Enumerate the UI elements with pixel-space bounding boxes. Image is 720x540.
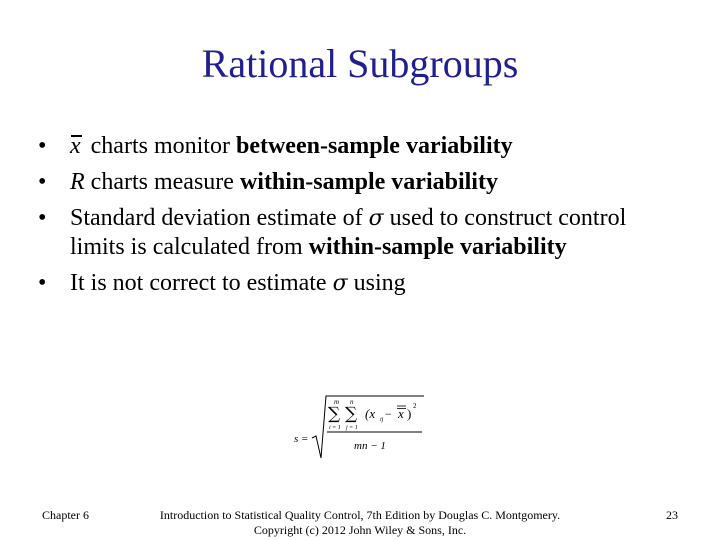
bullet-dot: • (38, 169, 47, 195)
bullet-text: It is not correct to estimate (70, 270, 333, 296)
footer-chapter: Chapter 6 (42, 508, 89, 522)
bullet-text-continued: using (347, 270, 406, 296)
x-bar-symbol: x (70, 133, 81, 159)
sum-lower-limit: j = 1 (346, 425, 358, 431)
footer-copyright (150, 508, 570, 538)
sigma-symbol: σ (332, 271, 348, 296)
formula-subscript: ij (380, 417, 384, 423)
bullet-dot: • (38, 205, 47, 231)
bullet-bold-text: within-sample variability (308, 234, 567, 260)
footer-title-line: Introduction to Statistical Quality Control, 7th Edition by Douglas C. Montgomery. (159, 508, 561, 522)
grand-mean-symbol: x (398, 406, 404, 421)
bullet-dot: • (38, 270, 47, 296)
summation-sign: ∑ (345, 404, 358, 424)
summation-sign: ∑ (328, 404, 341, 424)
bullet-not-correct (34, 269, 674, 298)
slide-title: Rational Subgroups (201, 41, 519, 86)
footer-copyright-line: Copyright (c) 2012 John Wiley & Sons, Inc. (253, 523, 467, 537)
bullet-list (34, 132, 674, 306)
page-number: 23 (666, 508, 678, 522)
sum-upper-limit: n (350, 398, 354, 406)
bullet-text: Standard deviation estimate of (70, 205, 369, 231)
r-symbol: R (70, 169, 85, 195)
formula-lhs: s = (294, 433, 309, 445)
bullet-text-continued: used to construct control limits is calculated from (70, 205, 627, 260)
formula-close: ) (407, 406, 412, 421)
formula-term: (x (365, 406, 376, 421)
formula-minus: − (385, 407, 392, 421)
bullet-bold-text: between-sample variability (235, 133, 513, 159)
bullet-bold-text: within-sample variability (239, 169, 498, 195)
sigma-symbol: σ (368, 206, 384, 231)
bullet-dot: • (38, 133, 47, 159)
formula-denominator: mn − 1 (354, 440, 386, 452)
bullet-r-charts (34, 168, 674, 196)
sum-upper-limit: m (334, 398, 340, 406)
formula-power: 2 (413, 402, 417, 410)
bullet-standard-deviation (34, 204, 674, 261)
bullet-text: charts monitor (84, 133, 236, 159)
sample-standard-deviation-formula (286, 392, 436, 462)
bullet-xbar-charts (34, 132, 674, 160)
bullet-text: charts measure (84, 169, 240, 195)
sum-lower-limit: i = 1 (329, 425, 341, 431)
